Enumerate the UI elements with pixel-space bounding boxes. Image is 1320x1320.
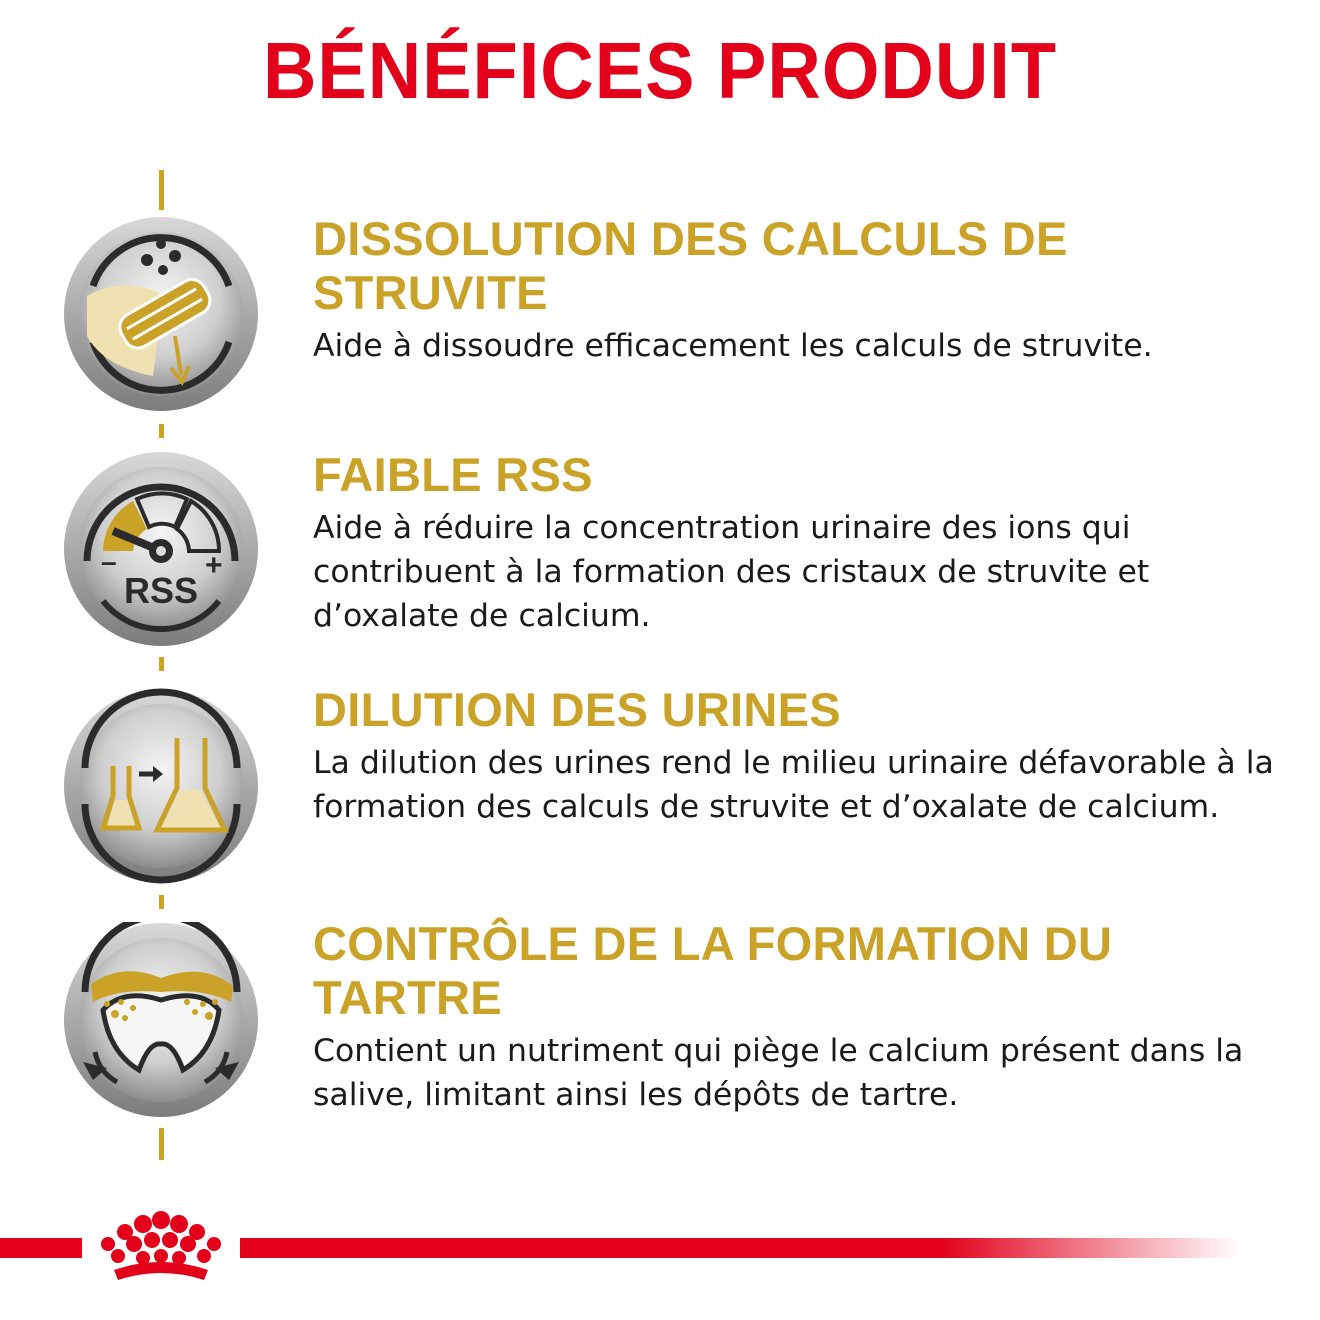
page-title: BÉNÉFICES PRODUIT (262, 25, 1058, 116)
benefit-heading: CONTRÔLE DE LA FORMATION DU TARTRE (313, 917, 1113, 1024)
svg-text:–: – (101, 546, 117, 577)
rss-gauge-icon (63, 451, 259, 647)
benefit-tartar-control (313, 917, 1303, 1117)
struvite-crystal-dissolution-icon (63, 216, 259, 412)
royal-crown-logo-icon (88, 1210, 234, 1286)
benefit-description: Contient un nutriment qui piège le calcium présent dans la salive, limitant ainsi les dépôts de tartre. (313, 1033, 1244, 1113)
benefit-heading: DISSOLUTION DES CALCULS DE STRUVITE (313, 212, 1068, 319)
benefit-description: Aide à dissoudre efficacement les calculs de struvite. (313, 328, 1153, 364)
benefit-struvite-dissolution (313, 212, 1303, 368)
rss-icon-label: RSS (123, 570, 199, 611)
footer-divider-left (0, 1238, 82, 1258)
benefit-heading: FAIBLE RSS (313, 448, 593, 501)
benefit-description: La dilution des urines rend le milieu urinaire défavorable à la formation des calculs de struvite et d’oxalate de calcium. (313, 745, 1274, 825)
benefit-heading: DILUTION DES URINES (313, 683, 841, 736)
benefit-low-rss (313, 448, 1303, 638)
footer-divider-right (240, 1238, 1240, 1258)
urine-dilution-beakers-icon (63, 688, 259, 884)
benefit-urine-dilution (313, 683, 1303, 829)
tooth-tartar-control-icon (63, 922, 259, 1118)
benefit-description: Aide à réduire la concentration urinaire des ions qui contribuent à la formation des cristaux de struvite et d’oxalate de calcium. (313, 510, 1150, 634)
svg-text:+: + (205, 549, 223, 582)
